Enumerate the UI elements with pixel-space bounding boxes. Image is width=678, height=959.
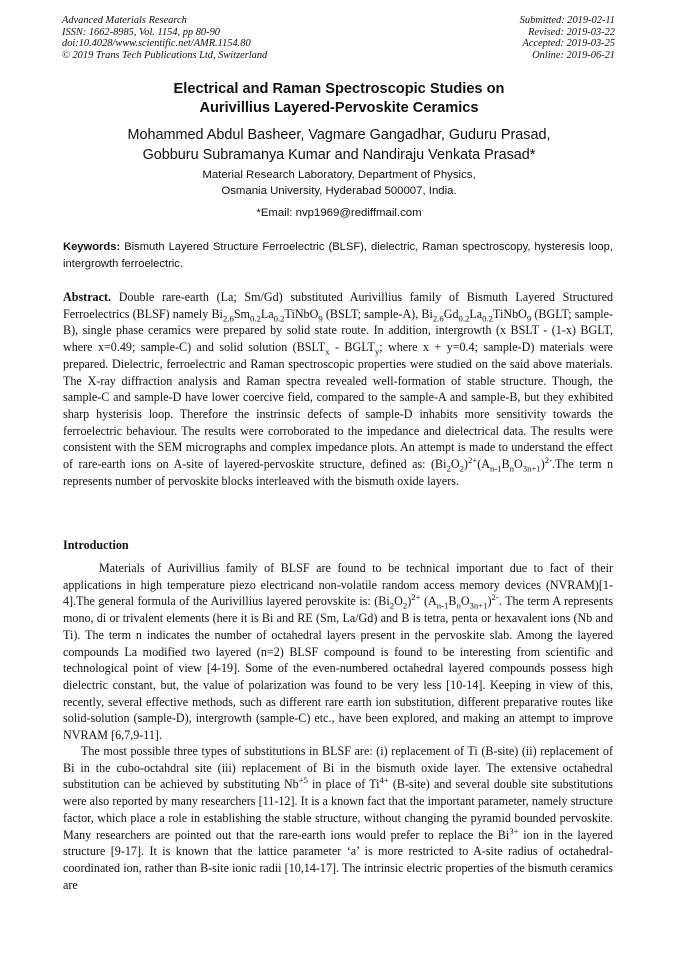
journal-issn: ISSN: 1662-8985, Vol. 1154, pp 80-90 (62, 26, 220, 38)
introduction-paragraph-1: Materials of Aurivillius family of BLSF are found to be technical important due to fact of their applications in high temperature piezo electricand non-volatile random access memory devices (NVRAM)[1-4].The general formula of the Aurivillius layered perovskite is: $(Bi_2O_2)^{2+}$ $(A_{n-1}B_nO_{3n+1})^{2-}$. The term A represents mono, di or trivalent elements (here it is Bi and RE (Sm, La/Gd) and B is tetra, penta or hexavalent ions (Nb and Ti). The term n indicates the number of octahedral layers present in the pervoskite slab. Among the layered compounds La modified two layered (n=2) BLSF compound is found to be interesting from scientific and technological point of view [4-19]. Some of the even-numbered octahedral layered compounds possess high dielectric constant, but, the value of polarization was found to be very less [10-14]. Keeping in view of this, recently, several effective methods, such as different rare earth ion substitution, different preparative routes like solid-solution (sample-D), intergrowth (sample-C) etc., have been explored, and making an attempt to improve NVRAM [6,7,9-11]. (63, 561, 613, 743)
keywords-label: Keywords: (63, 241, 121, 253)
journal-copyright: © 2019 Trans Tech Publications Ltd, Switzerland (62, 49, 268, 61)
article-dates (520, 15, 615, 61)
abstract-text: (BGLT; sample-B), single phase ceramics were prepared by solid state route. In addition, intergrowth (x BSLT - (1-x) BGLT, where x=0.49; sample-C) and solid solution ( (63, 306, 614, 355)
abstract-text: .The term n represents number of pervoskite blocks interleaved with the bismuth oxide layers. (63, 457, 613, 488)
abstract-text: ; where x + y=0.4; sample-D) materials were prepared. Dielectric, ferroelectric and Raman spectroscopic properties were studied on the said above materials. The X-ray diffraction analysis and Raman spectra revealed well-formation of stable structure. Though, the sample-C and sample-D have lower coercive field, compared to the sample-A and sample-B, but they exhibited sharp hysterisis loop. Therefore the instrinsic defects of sample-D inhabits more sensitivity towards the ferroelectric behaviour. The results were corroborated to the impedance and dielectrical data. The results were consistent with the SEM micrographs and complex impedance plots. An attempt is made to understand the effect of rare-earth ions on A-site of layered-pervoskite structure, defined as: (63, 340, 614, 472)
formula-bglt: $Bi_{2.6}Gd_{0.2}La_{0.2}TiNbO_9$ (421, 306, 532, 324)
journal-info (62, 15, 267, 61)
title-line-1: Electrical and Raman Spectroscopic Studies on (173, 81, 505, 97)
bi-charge: 3+ (509, 825, 519, 836)
keywords-block (63, 239, 613, 272)
date-accepted: Accepted: 2019-03-25 (522, 38, 615, 50)
date-revised: Revised: 2019-03-22 (528, 26, 615, 38)
formula-solid-solution: $BSLT_x$ - $BGLT_y$ (296, 340, 380, 357)
formula-general-intro: $(Bi_2O_2)^{2+}$ $(A_{n-1}B_nO_{3n+1})^{2-}$ (374, 592, 499, 611)
title-line-2: Aurivillius Layered-Pervoskite Ceramics (199, 99, 479, 116)
journal-name: Advanced Materials Research (62, 15, 187, 26)
affiliation-line-2: Osmania University, Hyderabad 500007, India. (221, 184, 457, 197)
abstract-text: Double rare-earth (La; Sm/Gd) substituted Aurivillius family of Bismuth Layered Structured Ferroelectrics (BLSF) namely (63, 290, 613, 321)
abstract-text: (BSLT; sample-A), (322, 306, 422, 321)
nb-charge: +5 (298, 775, 308, 786)
abstract-label: Abstract. (63, 290, 112, 304)
corresponding-email: *Email: nvp1969@rediffmail.com (256, 207, 422, 219)
paper-title (0, 80, 678, 117)
authors-line-1: Mohammed Abdul Basheer, Vagmare Gangadhar, Guduru Prasad, (127, 127, 551, 143)
section-heading-introduction: Introduction (63, 538, 129, 552)
journal-doi: doi:10.4028/www.scientific.net/AMR.1154.80 (62, 38, 251, 50)
affiliation-line-1: Material Research Laboratory, Department of Physics, (202, 169, 476, 181)
introduction-paragraph-2: The most possible three types of substitutions in BLSF are: (i) replacement of Ti (B-site) (ii) replacement of Bi in the cubo-octahdral site (iii) replacement of Bi in the bismuth oxide layer. The extensive octahedral substitution can be achieved by substituting $Nb^{+5}$ in place of $Ti^{4+}$ (B-site) and several double site substitutions were also reported by many researchers [11-12]. It is a known fact that the important parameter, namely structure factor, which place a role in establishing the stable structure, without changing the pyramid bounded pervoskite. Many researchers are pointed out that the rare-earth ions would prefer to replace the $Bi^{3+}$ ion in the layered structure [9-17]. It is known that the lattice parameter ‘a’ is more restricted to A-site radius of octahedral-coordinated ion, rather than B-site ionic radii [10,14-17]. The intrinsic electric properties of the bismuth ceramics are (63, 744, 613, 892)
authors-line-2: Gobburu Subramanya Kumar and Nandiraju Venkata Prasad* (142, 146, 536, 163)
date-submitted: Submitted: 2019-02-11 (519, 15, 615, 26)
formula-general: $(Bi_2O_2)^{2+}(A_{n-1}B_nO_{3n+1})^{2-}$ (431, 455, 553, 474)
affiliation (0, 168, 678, 199)
ti-charge: 4+ (379, 775, 389, 786)
keywords-text: Bismuth Layered Structure Ferroelectric (BLSF), dielectric, Raman spectroscopy, hysteresis loop, intergrowth ferroelectric. (63, 241, 613, 270)
abstract-block (63, 289, 613, 489)
date-online: Online: 2019-06-21 (532, 49, 615, 61)
author-list (0, 126, 678, 165)
formula-bslt: $Bi_{2.6}Sm_{0.2}La_{0.2}TiNbO_9$ (211, 306, 323, 324)
